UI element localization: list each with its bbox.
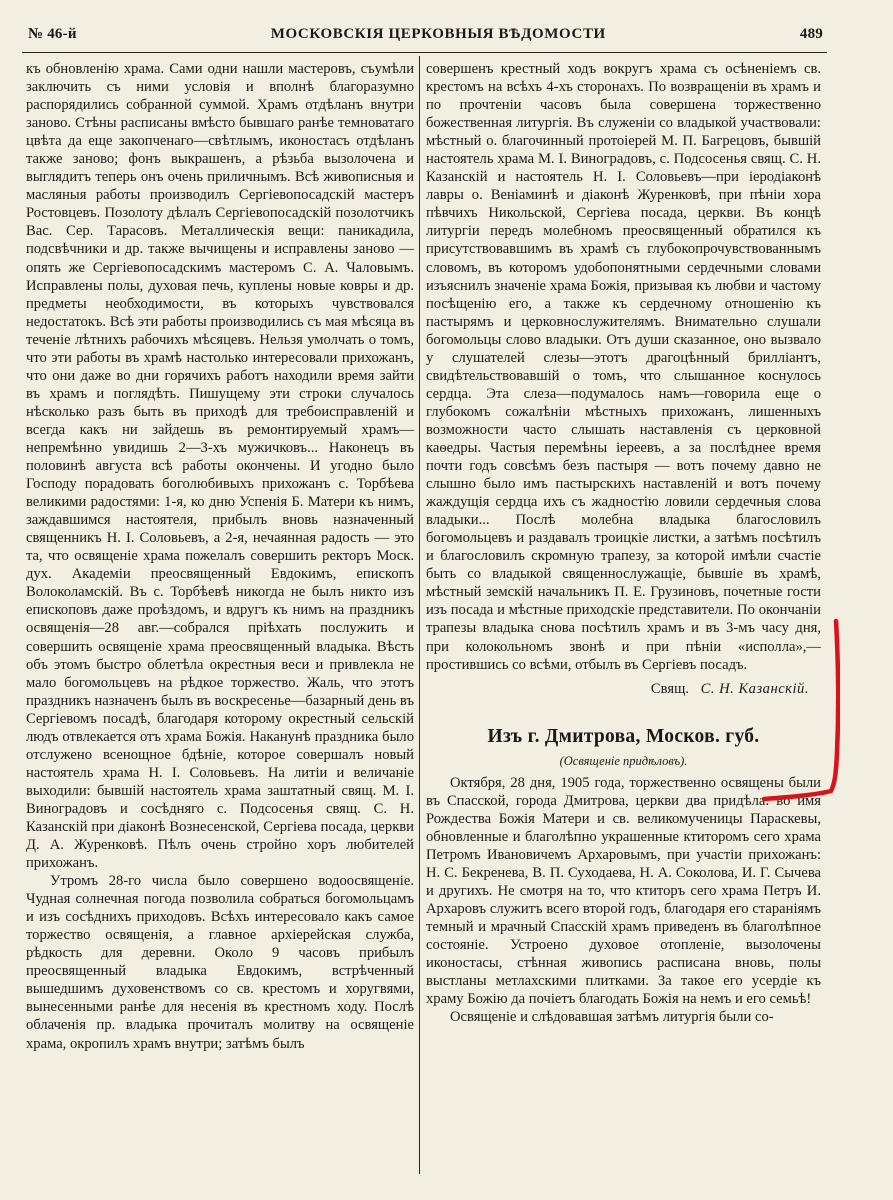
page-number: 489	[799, 25, 823, 42]
left-column	[26, 60, 414, 1053]
page-header	[28, 20, 823, 48]
issue-number: № 46-й	[28, 25, 77, 42]
signature-prefix: Свящ.	[650, 680, 689, 697]
section-heading: Изъ г. Дмитрова, Москов. губ.	[487, 725, 760, 747]
header-rule	[22, 52, 827, 53]
left-paragraph-1: къ обновленію храма. Сами одни нашли мастеровъ, съумѣли заключить съ ними условія и вполнѣ благоразумно распорядились собранной суммой. Храмъ отдѣланъ внутри заново. Стѣны расписаны вмѣсто бывшаго ранѣе темноватаго цвѣта да еще закопченаго—свѣтлымъ, иконостасъ отдѣланъ также заново; фонъ выкрашенъ, а рѣзьба вызолочена и выглядитъ теперь онъ очень приличнымъ. Всѣ живописныя и масляныя работы производилъ Сергіевопосадскій мастеръ Ростовцевъ. Позолоту дѣлалъ Сергіевопосадскій позолотчикъ Вас. Сер. Тарасовъ. Металлическія вещи: паникадила, подсвѣчники и др. также вычищены и исправлены заново — опять же Сергіевопосадскимъ мастеромъ С. А. Чаловымъ. Исправлены полы, духовая печь, куплены новые ковры и др. предметы необходимости, въ которыхъ чувствовался недостатокъ. Всѣ эти работы производились съ мая мѣсяца въ теченіе лѣтнихъ рабочихъ мѣсяцевъ. Нельзя умолчать о томъ, что эти работы въ храмѣ настолько интересовали прихожанъ, что они даже во дни горячихъ работъ находили время зайти въ храмъ и поглядѣть. Пишущему эти строки случалось нѣсколько разъ быть въ приходѣ для требоисправленій и всегда какъ ни зайдешь въ ремонтируемый храмъ—непремѣнно увидишь 2—3-хъ мужичковъ... Наконецъ въ половинѣ августа всѣ работы окончены. И угодно было Господу порадовать боголюбивыхъ прихожанъ с. Торбѣева великими радостями: 1-я, ко дню Успенія Б. Матери къ нимъ, заждавшимся настоятеля, прибылъ вновь назначенный священникъ Н. І. Соловьевъ, а 2-я, нечаянная радость — это та, что освященіе храма пожелалъ совершить ректоръ Моск. дух. Академіи преосвященный Евдокимъ, епископъ Волоколамскій. Въ с. Торбѣевѣ никогда не былъ никто изъ епископовъ даже проѣздомъ, и вдругъ къ нимъ на праздникъ освященія—28 авг.—собрался пріѣхать послужить и совершить освященіе храма преосвященный владыка. Вѣсть объ этомъ быстро облетѣла окрестныя веси и привлекла не мало богомольцевъ на рѣдкое торжество. Жаль, что этотъ праздникъ назначенъ былъ въ воскресенье—базарный день въ Сергіевомъ посадѣ, благодаря которому окрестный сельскій людъ отвлекается отъ храма Божія. Наканунѣ праздника было отслужено всенощное бдѣніе, которое совершалъ новый настоятель храма Н. І. Соловьевъ. На литіи и величаніе выходили: бывшій настоятель храма заштатный свящ. М. І. Виноградовъ и сосѣдняго с. Подсосенья свящ. С. Н. Казанскій при діаконѣ Вознесенской, Сергіева посада, церкви Д. А. Журенковѣ. Пѣлъ очень стройно хоръ любителей прихожанъ.	[26, 61, 414, 872]
right-paragraph-2: Октября, 28 дня, 1905 года, торжественно освящены были въ Спасской, города Дмитрова, церкви два придѣла: во имя Рождества Божія Матери и св. великомученицы Параскевы, обновленные и благолѣпно украшенные ктиторомъ сего храма Петромъ Ивановичемъ Архаровымъ, при участіи прихожанъ: Н. С. Бекренева, В. П. Суходаева, Н. А. Соколова, И. Г. Сычева и другихъ. Не смотря на то, что ктиторъ сего храма Петръ И. Архаровъ служитъ всего второй годъ, благодаря его стараніямъ темный и мрачный Спасскій храмъ приведенъ въ благолѣпное состояніе. Устроено духовое отопленіе, вызолочены иконостасы, стѣнная живопись расписана вновь, полы выстланы метлахскими плитками. За такое его усердіе къ храму Божію да почіетъ благодать Божія на немъ и его семьѣ!	[426, 774, 821, 1008]
red-annotation-bracket	[760, 617, 840, 802]
column-divider	[419, 56, 420, 1174]
publication-title: МОСКОВСКІЯ ЦЕРКОВНЫЯ ВѢДОМОСТИ	[270, 25, 606, 42]
signature-name: С. Н. Казанскій.	[700, 680, 809, 697]
right-paragraph-1: совершенъ крестный ходъ вокругъ храма съ осѣненіемъ св. крестомъ на всѣхъ 4-хъ сторонахъ. По возвращеніи въ храмъ и по прочтеніи часовъ была совершена торжественно божественная литургія. Въ служеніи со владыкой участвовали: мѣстный о. благочинный протоіерей М. П. Багрецовъ, бывшій настоятель храма М. І. Виноградовъ, с. Подсосенья свящ. С. Н. Казанскій и настоятель Н. І. Соловьевъ—при іеродіаконѣ лавры о. Веніаминѣ и діаконѣ Журенковѣ, при пѣніи хора пѣвчихъ Никольской, Сергіева посада, церкви. Въ концѣ литургіи передъ молебномъ преосвященный обратился къ присутствовавшимъ въ храмѣ съ глубокопрочувствованнымъ словомъ, въ которомъ удобопонятными сердечными словами изъяснилъ значеніе храма Божія, призывая къ любви и частому посѣщенію его, а также къ сердечному отношенію къ пастырямъ и церковнослужителямъ. Внимательно слушали богомольцы слово владыки. Отъ души сказанное, оно вызвало у слушателей слезы—этотъ драгоцѣнный брилліантъ, свидѣтельствовавшій о томъ, что слышанное коснулось сердца. Эта слеза—подумалось намъ—говорила еще о глубокомъ сожалѣніи мѣстныхъ прихожанъ, лишенныхъ возможности часто слышать наставленія съ церковной каѳедры. Частыя перемѣны іереевъ, а за послѣднее время почти годъ совсѣмъ безъ пастыря — вотъ почему давно не слышно было имъ пастырскихъ наставленій и вотъ почему жаждущія сердца ихъ съ жадностію ловили сердечныя слова владыки... Послѣ молебна владыка благословилъ богомольцевъ и раздавалъ троицкіе листки, а затѣмъ посѣтилъ и благословилъ скромную трапезу, за которой имѣли счастіе быть со владыкой священнослужащіе, бывшіе въ храмѣ, мѣстный земскій начальникъ П. Е. Грузиновъ, почетные гости изъ посада и мѣстные приходскіе представители. По окончаніи трапезы владыка снова посѣтилъ храмъ и въ 3-мъ часу дня, при колокольномъ звонѣ и при пѣніи «исполла»,—простившись со всѣми, отбылъ въ Сергіевъ посадъ.	[426, 61, 821, 673]
right-column	[426, 60, 821, 1026]
left-paragraph-2: Утромъ 28-го числа было совершено водоосвященіе. Чудная солнечная погода позволила собраться богомольцамъ и изъ сосѣднихъ приходовъ. Всѣхъ интересовало какъ самое торжество освященія, а главное архіерейская служба, рѣдкость для деревни. Около 9 часовъ прибылъ преосвященный владыка Евдокимъ, встрѣченный вышедшимъ духовенствомъ со св. крестомъ и хоругвями, вынесенными ранѣе для несенія въ крестномъ ходу. Послѣ облаченія пр. владыка прочиталъ молитву на освященіе храма, окропилъ храмъ внутри; затѣмъ былъ	[26, 873, 414, 1052]
right-paragraph-3: Освященіе и слѣдовавшая затѣмъ литургія были со-	[450, 1009, 774, 1026]
section-subheading: (Освященіе придѣловъ).	[559, 753, 688, 768]
